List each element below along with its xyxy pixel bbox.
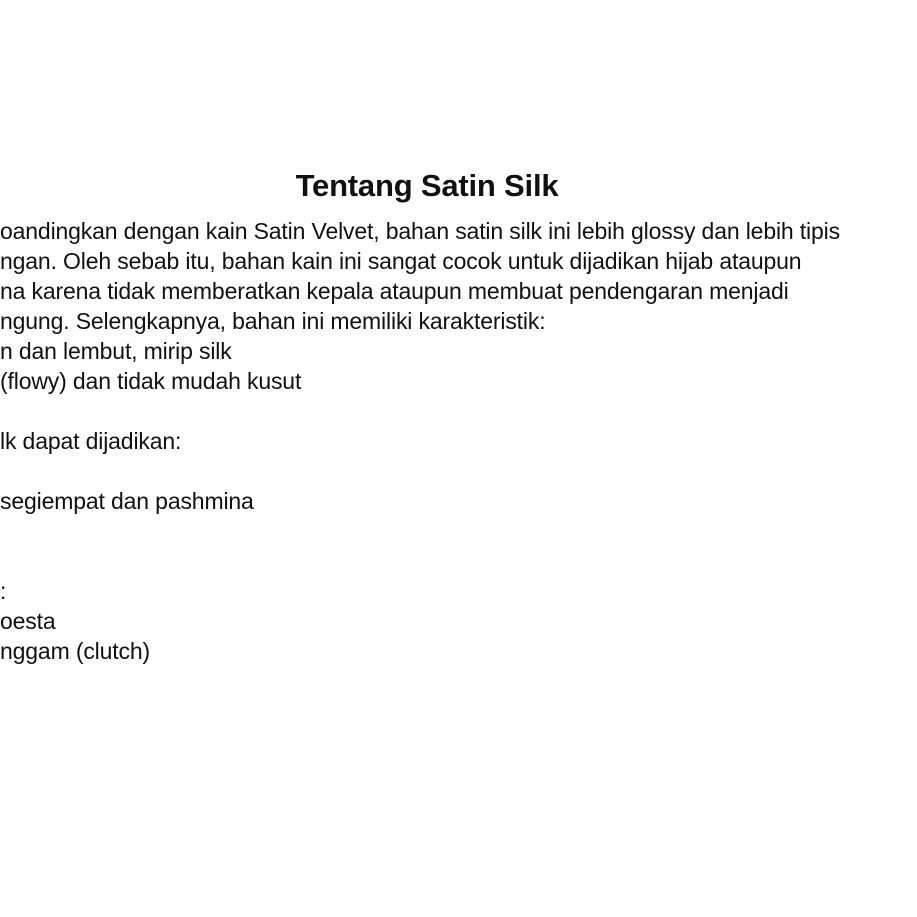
use-item-2: :	[0, 578, 7, 604]
use-item-4: nggam (clutch)	[0, 638, 151, 664]
characteristic-item-1: n dan lembut, mirip silk	[0, 338, 232, 364]
page-title: Tentang Satin Silk	[295, 168, 559, 203]
paragraph-line-3: na karena tidak memberatkan kepala ataupun membuat pendengaran menjadi	[0, 278, 789, 304]
use-item-3: oesta	[0, 608, 56, 634]
uses-heading: lk dapat dijadikan:	[0, 428, 182, 454]
paragraph-line-1: oandingkan dengan kain Satin Velvet, bahan satin silk ini lebih glossy dan lebih tipis	[0, 218, 840, 244]
use-item-1: segiempat dan pashmina	[0, 488, 254, 514]
paragraph-line-4: ngung. Selengkapnya, bahan ini memiliki karakteristik:	[0, 308, 546, 334]
paragraph-line-2: ngan. Oleh sebab itu, bahan kain ini sangat cocok untuk dijadikan hijab ataupun	[0, 248, 802, 274]
characteristic-item-2: (flowy) dan tidak mudah kusut	[0, 368, 302, 394]
